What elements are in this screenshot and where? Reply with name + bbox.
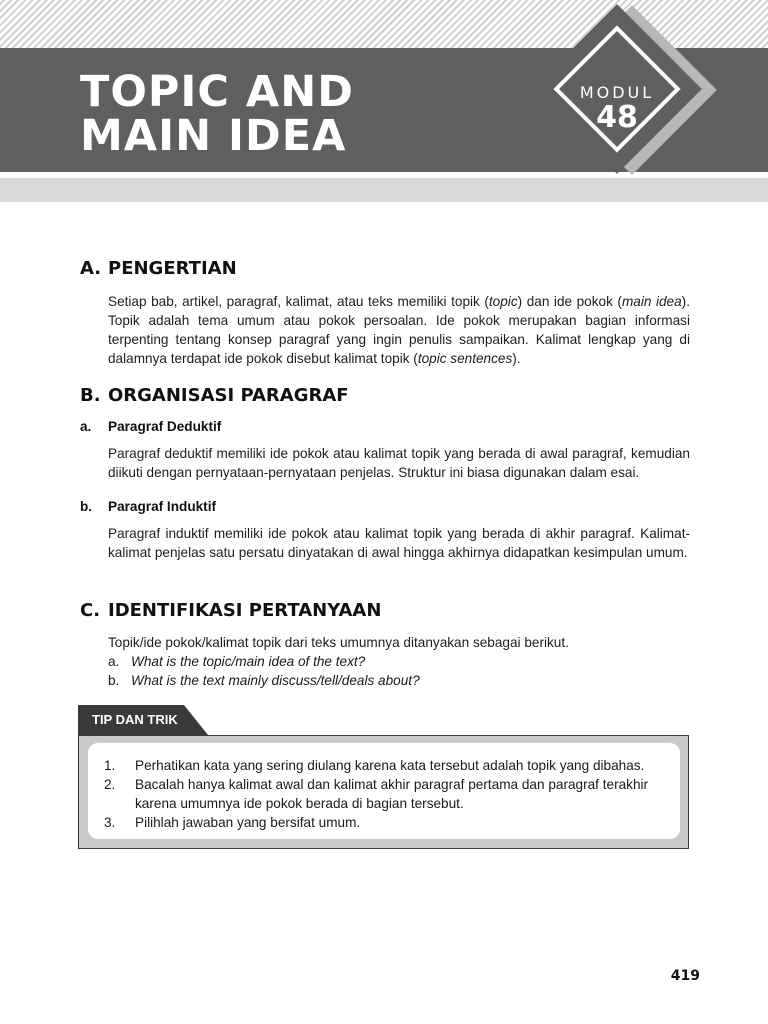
section-c-heading <box>80 600 381 621</box>
section-a-paragraph <box>108 292 690 368</box>
subsection-deductive-letter: a. <box>80 419 92 434</box>
section-a-letter: A. <box>80 258 102 279</box>
tip-label: TIP DAN TRIK <box>92 712 178 727</box>
section-a-main-idea-term: main idea <box>621 294 682 309</box>
page-title-line-1: TOPIC AND <box>80 67 354 117</box>
question-marker: b. <box>108 673 120 688</box>
title-lower-band <box>0 178 768 202</box>
section-b-heading <box>80 385 349 406</box>
question-marker: a. <box>108 654 120 669</box>
question-text: What is the topic/main idea of the text? <box>131 654 366 669</box>
subsection-inductive-heading <box>80 499 216 514</box>
list-item <box>108 652 690 671</box>
question-text: What is the text mainly discuss/tell/deals about? <box>131 673 420 688</box>
section-b-title: ORGANISASI PARAGRAF <box>108 385 349 406</box>
subsection-inductive-title: Paragraf Induktif <box>108 499 217 514</box>
tip-marker: 1. <box>104 758 116 773</box>
section-a-title: PENGERTIAN <box>108 258 237 279</box>
list-item <box>104 756 666 775</box>
section-b-letter: B. <box>80 385 101 406</box>
module-number: 48 <box>596 100 638 135</box>
subsection-inductive-letter: b. <box>80 499 93 514</box>
tip-text: Perhatikan kata yang sering diulang karena kata tersebut adalah topik yang dibahas. <box>135 758 645 773</box>
section-c-title: IDENTIFIKASI PERTANYAAN <box>108 600 382 621</box>
module-badge-text <box>557 84 677 134</box>
section-a-topic-term: topic <box>488 294 518 309</box>
section-a-topic-sentences-term: topic sentences <box>417 351 513 366</box>
tip-tab <box>78 705 184 735</box>
subsection-deductive-text: Paragraf deduktif memiliki ide pokok atau kalimat topik yang berada di awal paragraf, kemudian diikuti dengan pernyataan-pernyataan penjelas. Struktur ini biasa digunakan dalam esai. <box>108 446 690 480</box>
page-title-line-2: MAIN IDEA <box>80 111 347 161</box>
tip-marker: 3. <box>104 815 116 830</box>
subsection-deductive-heading <box>80 419 221 434</box>
list-item <box>104 813 666 832</box>
list-item <box>104 775 666 813</box>
subsection-inductive-text: Paragraf induktif memiliki ide pokok atau kalimat topik yang berada di akhir paragraf. Kalimat-kalimat penjelas satu persatu dinyatakan di awal hingga akhirnya didapatkan kesimpulan umum. <box>108 526 690 560</box>
tip-list <box>104 756 666 832</box>
section-a-heading <box>80 258 237 279</box>
question-list <box>108 652 690 690</box>
subsection-deductive-title: Paragraf Deduktif <box>108 419 222 434</box>
section-a-text-1: Setiap bab, artikel, paragraf, kalimat, atau teks memiliki topik ( <box>108 294 489 309</box>
list-item <box>108 671 690 690</box>
section-a-text-4: ). <box>512 351 521 366</box>
section-c-letter: C. <box>80 600 101 621</box>
page-number: 419 <box>670 968 700 984</box>
module-label: MODUL <box>579 83 655 102</box>
page-title <box>80 67 354 161</box>
tip-text: Pilihlah jawaban yang bersifat umum. <box>135 815 361 830</box>
section-c-intro: Topik/ide pokok/kalimat topik dari teks umumnya ditanyakan sebagai berikut. <box>108 635 569 650</box>
tip-text: Bacalah hanya kalimat awal dan kalimat akhir paragraf pertama dan paragraf terakhir karena umumnya ide pokok berada di bagian tersebut. <box>135 777 649 811</box>
section-a-text-2: ) dan ide pokok ( <box>517 294 622 309</box>
tip-marker: 2. <box>104 777 116 792</box>
tip-tab-corner <box>184 705 208 735</box>
section-a-text-3: ). Topik adalah tema umum atau pokok persoalan. Ide pokok merupakan bagian informasi terpenting tentang konsep paragraf yang ingin penulis sampaikan. Kalimat lengkap yang di dalamnya terdapat ide pokok disebut kalimat topik ( <box>108 294 690 366</box>
